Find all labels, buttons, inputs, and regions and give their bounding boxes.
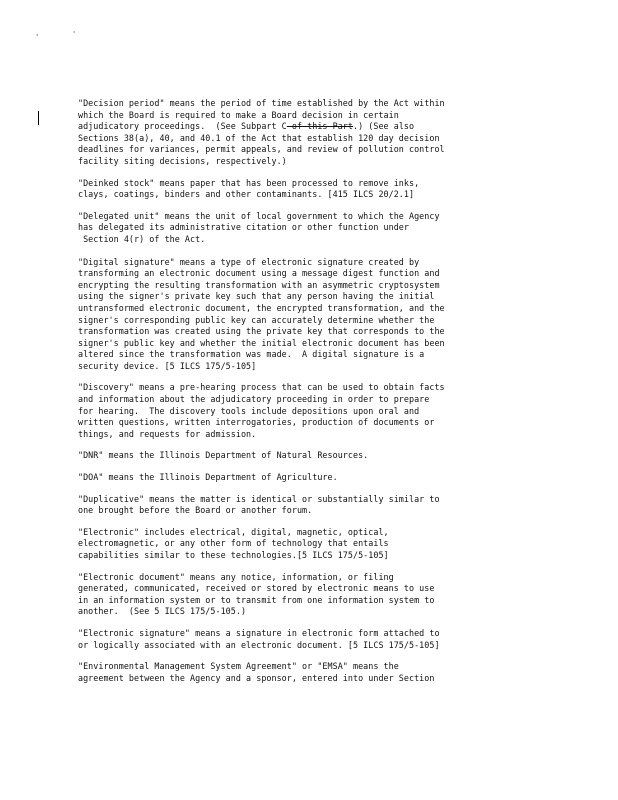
definition-discovery [78, 382, 548, 440]
definition-electronic-document [78, 572, 548, 618]
definition-duplicative [78, 494, 548, 517]
definition-doa [78, 472, 548, 484]
revision-bar [38, 111, 39, 125]
definition-text: Section 4(r) of the Act. [78, 233, 206, 244]
scan-mark-right: ' [72, 30, 77, 38]
definition-text: "Deinked stock" means paper that has been processed to remove inks, clays, coatings, binders and other contaminants. [415 ILCS 20/2.1] [78, 177, 420, 200]
definition-text: "Environmental Management System Agreement" or "EMSA" means the agreement between the Agency and a sponsor, entered into under Section [78, 661, 435, 683]
definition-decision-period [78, 98, 548, 168]
definition-delegated-unit [78, 211, 548, 247]
definition-electronic [78, 527, 548, 562]
definition-emsa [78, 661, 548, 684]
definition-text: "Digital signature" means a type of electronic signature created by transforming an electronic document using a message digest function and encrypting the resulting transformation with an asymmetric cryptosystem using the signer's private key such that any person having the initial untransformed electronic document, the encrypted transformation, and the signer's corresponding public key can accurately determine whether the transformation was created using the private key that corresponds to the signer's public key and whether the initial electronic document has been altered since the transformation was made. A digital signature is a security device. [5 ILCS 175/5-105] [78, 256, 445, 371]
definition-text: "DOA" means the Illinois Department of Agriculture. [78, 472, 338, 483]
definition-text: "Delegated unit" means the unit of local government to which the Agency has delegated its administrative citation or other function under [78, 210, 440, 233]
definition-text: "Decision period" means the period of time established by the Act within which the Board is required to make a Board decision in certain adjudicatory proceedings. (See Subpart C [78, 98, 445, 132]
definition-text: "Electronic" includes electrical, digital, magnetic, optical, electromagnetic, or any other form of technology that entails capabilities similar to these technologies.[5 ILCS 175/5-105] [78, 526, 389, 560]
definition-text: "Discovery" means a pre-hearing process that can be used to obtain facts and information about the adjudicatory proceeding in order to prepare for hearing. The discovery tools include depositions upon oral and written questions, written interrogatories, production of documents or things, and requests for admission. [78, 382, 445, 439]
scan-mark-left: ' [35, 33, 40, 41]
definition-deinked-stock [78, 178, 548, 201]
definitions-body [78, 88, 548, 684]
definition-dnr [78, 450, 548, 462]
definition-text: .) (See also Sections 38(a), 40, and 40.1 of the Act that establish 120 day decision deadlines for variances, permit appeals, and review of pollution control facility siting decisions, respectively.) [78, 121, 445, 166]
definition-digital-signature [78, 257, 548, 373]
definition-text: "Electronic signature" means a signature in electronic form attached to or logically associated with an electronic document. [5 ILCS 175/5-105] [78, 627, 440, 650]
struck-text: of this Part [286, 121, 353, 132]
definition-text: "Duplicative" means the matter is identical or substantially similar to one brought before the Board or another forum. [78, 493, 440, 516]
definition-electronic-signature [78, 628, 548, 651]
definition-text: "Electronic document" means any notice, information, or filing generated, communicated, received or stored by electronic means to use in an information system or to transmit from one information system to another. (See 5 ILCS 175/5-105.) [78, 571, 435, 617]
definition-text: "DNR" means the Illinois Department of Natural Resources. [78, 450, 369, 461]
